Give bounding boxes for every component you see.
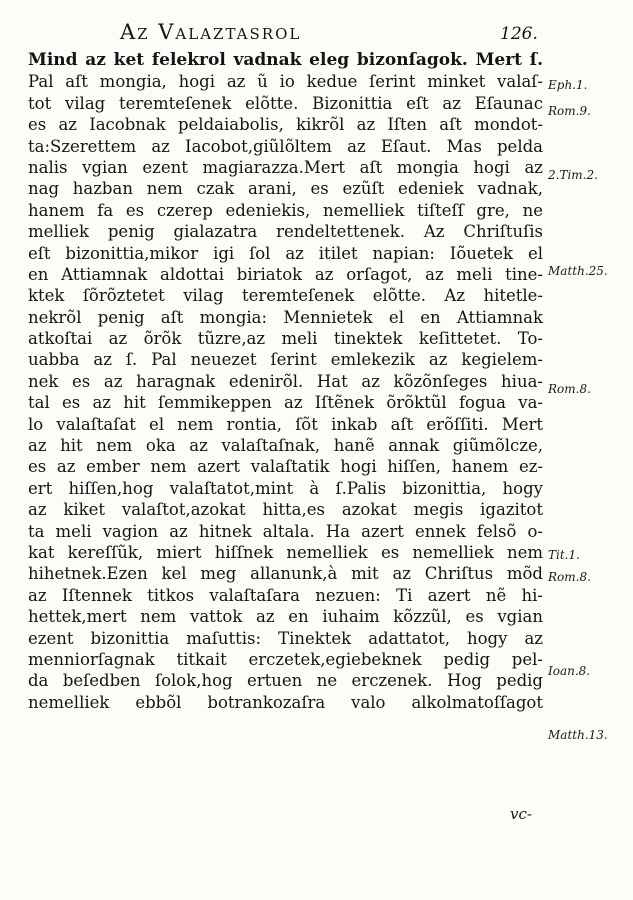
text-line: ta meli vagion az hitnek altala. Ha azert ennek felsõ o- [28,521,543,541]
margin-note: Rom.8. [548,570,591,584]
text-line: az hit nem oka az valaſtaſnak, hanẽ annak giũmõlcze, [28,436,543,456]
page-number: 126. [500,24,538,44]
text-line: kat kereſſũk, miert hiſſnek nemelliek es nemelliek nem [28,542,543,562]
running-title: Az Valaztasrol [120,20,302,44]
margin-note: Matth.13. [548,728,608,742]
text-line: Mind az ket felekrol vadnak eleg bizonſagok. Mert ſ. [28,50,543,70]
text-line: es az Iacobnak peldaiabolis, kikrõl az Iſten aſt mondot- [28,115,543,135]
text-line: ezent bizonittia maſuttis: Tinektek adattatot, hogy az [28,628,543,648]
catchword: vc- [510,805,532,823]
text-line: hihetnek.Ezen kel meg allanunk,à mit az Chriſtus mõd [28,564,543,584]
text-line: nalis vgian ezent magiarazza.Mert aſt mongia hogi az [28,157,543,177]
text-line: nek es az haragnak edenirõl. Hat az kõzõnſeges hiua- [28,371,543,391]
text-line: da beſedben ſolok,hog ertuen ne erczenek. Hog pedig [28,671,543,691]
text-line: nekrõl penig aſt mongia: Mennietek el en Attiamnak [28,307,543,327]
text-line: tot vilag teremteſenek elõtte. Bizonittia eſt az Eſaunac [28,93,543,113]
margin-note: Ioan.8. [548,664,591,678]
body-text [28,50,543,713]
margin-note: Tit.1. [548,548,580,562]
text-line: ta:Szerettem az Iacobot,giũlõltem az Eſaut. Mas pelda [28,136,543,156]
text-line: hanem fa es czerep edeniekis, nemelliek tiſteſſ gre, ne [28,200,543,220]
margin-note: Rom.8. [548,382,591,396]
text-line: eſt bizonittia,mikor igi ſol az itilet napian: Iõuetek el [28,243,543,263]
margin-note: Rom.9. [548,104,591,118]
text-line: ert hiſſen,hog valaſtatot,mint à ſ.Palis bizonittia, hogy [28,478,543,498]
text-line: az kiket valaſtot,azokat hitta,es azokat megis igazitot [28,500,543,520]
text-line: nag hazban nem czak arani, es ezũſt edeniek vadnak, [28,179,543,199]
text-line: en Attiamnak aldottai biriatok az orſagot, az meli tine- [28,264,543,284]
text-line: menniorſagnak titkait erczetek,egiebeknek pedig pel- [28,649,543,669]
text-line: az Iſtennek titkos valaſtaſara nezuen: Ti azert nẽ hi- [28,585,543,605]
text-line: uabba az ſ. Pal neuezet ſerint emlekezik az kegielem- [28,350,543,370]
text-line: tal es az hit ſemmikeppen az Iſtẽnek õrõktũl fogua va- [28,393,543,413]
text-line: es az ember nem azert valaſtatik hogi hiſſen, hanem ez- [28,457,543,477]
text-line: ktek ſõrõztetet vilag teremteſenek elõtte. Az hitetle- [28,286,543,306]
text-line: nemelliek ebbõl botrankozaſra valo alkolmatoſſagot [28,692,543,712]
text-line: atkoſtai az õrõk tũzre,az meli tinektek keſittetet. To- [28,329,543,349]
margin-note: 2.Tim.2. [548,168,598,182]
text-line: Pal aſt mongia, hogi az ũ io kedue ſerint minket valaſ- [28,72,543,92]
margin-note: Matth.25. [548,264,608,278]
text-line: hettek,mert nem vattok az en iuhaim kõzzũl, es vgian [28,607,543,627]
text-line: melliek penig gialazatra rendeltettenek. Az Chriſtuſis [28,222,543,242]
margin-note: Eph.1. [548,78,588,92]
text-line: lo valaſtaſat el nem rontia, ſõt inkab aſt erõſſiti. Mert [28,414,543,434]
